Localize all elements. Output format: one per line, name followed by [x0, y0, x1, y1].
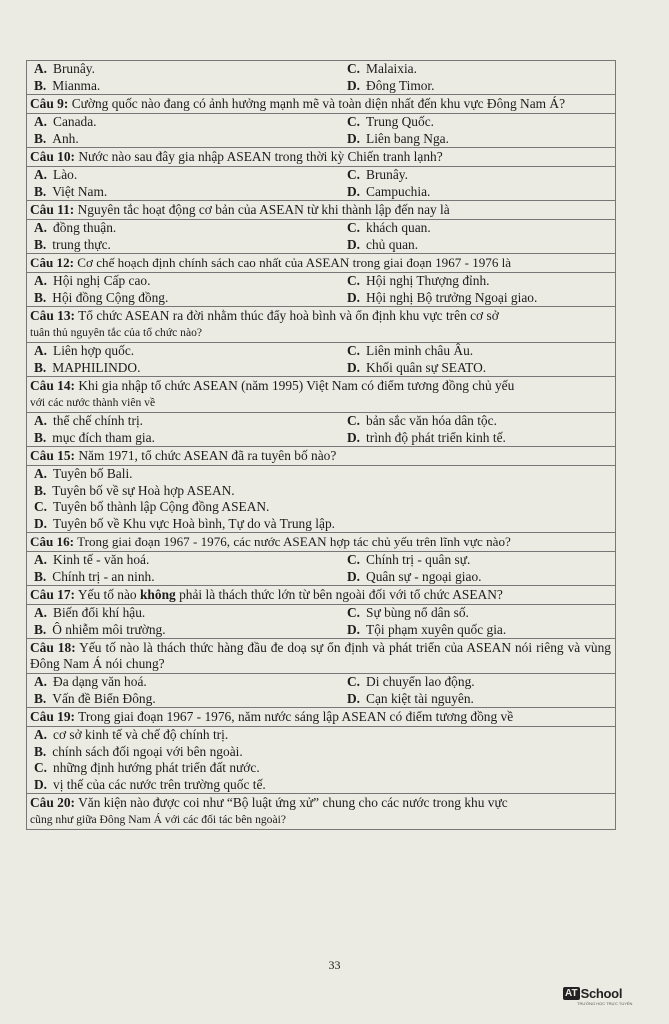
question-9: Câu 9: Cường quốc nào đang có ảnh hưởng mạnh mẽ và toàn diện nhất đến khu vực Đông Nam Á? A. Canada. C. Trung Quốc. B. Anh. D. Liên bang Nga.: [26, 95, 616, 148]
option-b: Tuyên bố về sự Hoà hợp ASEAN.: [52, 482, 235, 498]
question-text: Câu 16: Trong giai đoạn 1967 - 1976, các nước ASEAN hợp tác chủ yếu trên lĩnh vực nào?: [27, 533, 615, 552]
option-c: Di chuyển lao động.: [366, 674, 475, 689]
option-a: Biến đổi khí hậu.: [53, 605, 146, 620]
option-d: Cạn kiệt tài nguyên.: [366, 690, 474, 706]
option-c: Hội nghị Thượng đỉnh.: [366, 273, 490, 288]
q8-options: A. Brunây. C. Malaixia. B. Mianma. D. Đông Timor.: [26, 61, 616, 95]
option-b: Mianma.: [52, 77, 101, 93]
option-d: Khối quân sự SEATO.: [366, 359, 487, 375]
option-a: đồng thuận.: [53, 220, 117, 235]
logo-word: School: [580, 986, 623, 1001]
question-sheet: [26, 60, 616, 830]
option-b: mục đích tham gia.: [52, 429, 155, 445]
option-c: bản sắc văn hóa dân tộc.: [366, 413, 497, 428]
option-d: Quân sự - ngoại giao.: [366, 568, 482, 584]
logo-tagline: TRƯỜNG HỌC TRỰC TUYẾN: [577, 1001, 633, 1006]
question-18: Câu 18: Yếu tố nào là thách thức hàng đầu đe doạ sự ổn định và phát triển của ASEAN nói riêng và vùng Đông Nam Á nói chung? A. Đa dạng văn hoá. C. Di chuyển lao động. B. Vấn đề Biển Đông. D. Cạn kiệt tài nguyên.: [26, 639, 616, 708]
question-text: Câu 11: Nguyên tắc hoạt động cơ bản của ASEAN từ khi thành lập đến nay là: [27, 201, 615, 220]
option-d: Liên bang Nga.: [366, 130, 449, 146]
option-d: vị thế của các nước trên trường quốc tế.: [53, 776, 266, 792]
question-15: Câu 15: Năm 1971, tổ chức ASEAN đã ra tuyên bố nào? A. Tuyên bố Bali. B. Tuyên bố về sự Hoà hợp ASEAN. C. Tuyên bố thành lập Cộng đồng ASEAN. D. Tuyên bố về Khu vực Hoà bình, Tự do và Trung lập.: [26, 447, 616, 533]
option-a: Liên hợp quốc.: [53, 343, 135, 358]
question-text: Câu 20: Văn kiện nào được coi như “Bộ luật ứng xử” chung cho các nước trong khu vực cũng như giữa Đông Nam Á với các đối tác bên ngoài?: [30, 795, 508, 826]
question-text: Câu 19: Trong giai đoạn 1967 - 1976, năm nước sáng lập ASEAN có điểm tương đồng về: [27, 708, 615, 727]
option-d: chủ quan.: [366, 236, 419, 252]
question-text: Câu 10: Nước nào sau đây gia nhập ASEAN trong thời kỳ Chiến tranh lạnh?: [27, 148, 615, 167]
option-a: Lào.: [53, 167, 78, 182]
question-20: [26, 794, 616, 830]
question-text: Câu 17: Yếu tố nào không phải là thách thức lớn từ bên ngoài đối với tổ chức ASEAN?: [27, 586, 615, 605]
question-text: Câu 13: Tổ chức ASEAN ra đời nhằm thúc đẩy hoà bình và ổn định khu vực trên cơ sở tuân thủ nguyên tắc của tổ chức nào?: [27, 307, 615, 343]
option-d: Tội phạm xuyên quốc gia.: [366, 621, 507, 637]
question-13: Câu 13: Tổ chức ASEAN ra đời nhằm thúc đẩy hoà bình và ổn định khu vực trên cơ sở tuân thủ nguyên tắc của tổ chức nào? A. Liên hợp quốc. C. Liên minh châu Âu. B. MAPHILINDO. D. Khối quân sự SEATO.: [26, 307, 616, 377]
option-d: Đông Timor.: [366, 77, 435, 93]
option-b: Hội đồng Cộng đồng.: [52, 289, 169, 305]
option-b: trung thực.: [52, 236, 111, 252]
question-16: Câu 16: Trong giai đoạn 1967 - 1976, các nước ASEAN hợp tác chủ yếu trên lĩnh vực nào? A. Kinh tế - văn hoá. C. Chính trị - quân sự. B. Chính trị - an ninh. D. Quân sự - ngoại giao.: [26, 533, 616, 586]
option-a: Tuyên bố Bali.: [53, 466, 133, 481]
option-d: Campuchia.: [366, 183, 431, 199]
option-a: cơ sở kinh tế và chế độ chính trị.: [53, 727, 229, 742]
question-10: Câu 10: Nước nào sau đây gia nhập ASEAN trong thời kỳ Chiến tranh lạnh? A. Lào. C. Brunây. B. Việt Nam. D. Campuchia.: [26, 148, 616, 201]
option-b: Chính trị - an ninh.: [52, 568, 155, 584]
option-d: Hội nghị Bộ trưởng Ngoại giao.: [366, 289, 538, 305]
question-11: Câu 11: Nguyên tắc hoạt động cơ bản của ASEAN từ khi thành lập đến nay là A. đồng thuận. C. khách quan. B. trung thực. D. chủ quan.: [26, 201, 616, 254]
option-c: Brunây.: [366, 167, 408, 182]
page-number: 33: [328, 958, 341, 972]
option-b: Ô nhiễm môi trường.: [52, 621, 166, 637]
option-c: Tuyên bố thành lập Cộng đồng ASEAN.: [53, 499, 270, 514]
option-a: Canada.: [53, 114, 97, 129]
option-c: những định hướng phát triển đất nước.: [53, 760, 260, 775]
question-12: Câu 12: Cơ chế hoạch định chính sách cao nhất của ASEAN trong giai đoạn 1967 - 1976 là A. Hội nghị Cấp cao. C. Hội nghị Thượng đỉnh. B. Hội đồng Cộng đồng. D. Hội nghị Bộ trưởng Ngoại giao.: [26, 254, 616, 307]
option-a: Đa dạng văn hoá.: [53, 674, 147, 689]
option-a: thể chế chính trị.: [53, 413, 144, 428]
option-b: Anh.: [52, 130, 79, 146]
question-text: Câu 18: Yếu tố nào là thách thức hàng đầu đe doạ sự ổn định và phát triển của ASEAN nói riêng và vùng Đông Nam Á nói chung?: [27, 639, 615, 674]
question-text: Câu 14: Khi gia nhập tổ chức ASEAN (năm 1995) Việt Nam có điểm tương đồng chủ yếu với các nước thành viên về: [27, 377, 615, 413]
option-c: Liên minh châu Âu.: [366, 343, 474, 358]
option-c: Malaixia.: [366, 61, 417, 76]
option-a: Brunây.: [53, 61, 95, 76]
option-d: trình độ phát triển kinh tế.: [366, 429, 506, 445]
option-b: Việt Nam.: [52, 183, 108, 199]
option-a: Hội nghị Cấp cao.: [53, 273, 151, 288]
option-b: MAPHILINDO.: [52, 359, 141, 375]
question-text: Câu 15: Năm 1971, tổ chức ASEAN đã ra tuyên bố nào?: [27, 447, 615, 466]
option-c: Sự bùng nổ dân số.: [366, 605, 469, 620]
question-14: Câu 14: Khi gia nhập tổ chức ASEAN (năm 1995) Việt Nam có điểm tương đồng chủ yếu với các nước thành viên về A. thể chế chính trị. C. bản sắc văn hóa dân tộc. B. mục đích tham gia. D. trình độ phát triển kinh tế.: [26, 377, 616, 447]
question-text: Câu 9: Cường quốc nào đang có ảnh hưởng mạnh mẽ và toàn diện nhất đến khu vực Đông Nam Á?: [27, 95, 615, 114]
option-c: Trung Quốc.: [366, 114, 434, 129]
option-b: chính sách đối ngoại với bên ngoài.: [52, 743, 243, 759]
option-c: Chính trị - quân sự.: [366, 552, 471, 567]
question-17: Câu 17: Yếu tố nào không phải là thách thức lớn từ bên ngoài đối với tổ chức ASEAN? A. Biến đổi khí hậu. C. Sự bùng nổ dân số. B. Ô nhiễm môi trường. D. Tội phạm xuyên quốc gia.: [26, 586, 616, 639]
option-a: Kinh tế - văn hoá.: [53, 552, 150, 567]
logo-mark: AT: [565, 988, 578, 999]
option-d: Tuyên bố về Khu vực Hoà bình, Tự do và Trung lập.: [53, 515, 335, 531]
question-text: Câu 12: Cơ chế hoạch định chính sách cao nhất của ASEAN trong giai đoạn 1967 - 1976 là: [27, 254, 615, 273]
option-c: khách quan.: [366, 220, 431, 235]
question-19: Câu 19: Trong giai đoạn 1967 - 1976, năm nước sáng lập ASEAN có điểm tương đồng về A. cơ sở kinh tế và chế độ chính trị. B. chính sách đối ngoại với bên ngoài. C. những định hướng phát triển đất nước. D. vị thế của các nước trên trường quốc tế.: [26, 708, 616, 794]
atschool-logo: [563, 986, 633, 1006]
option-b: Vấn đề Biển Đông.: [52, 690, 156, 706]
